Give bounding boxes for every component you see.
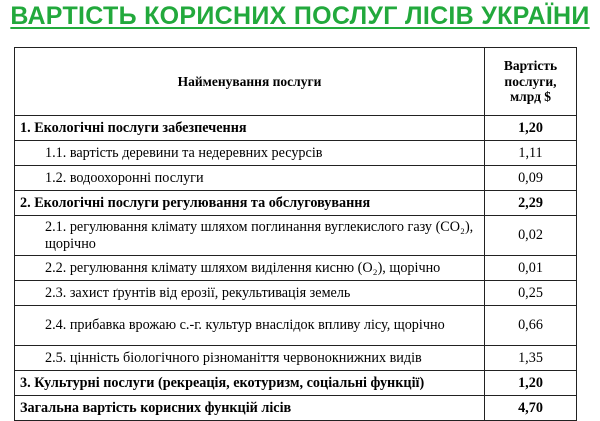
forest-services-table [14,47,577,421]
row-label: 1.1. вартість деревини та недеревних ресурсів [15,141,485,166]
row-label: 1. Екологічні послуги забезпечення [15,116,485,141]
table-row-total [15,396,577,421]
header-name: Найменування послуги [15,48,485,116]
total-label: Загальна вартість корисних функцій лісів [15,396,485,421]
table-row [15,141,577,166]
table-row [15,371,577,396]
row-value: 1,20 [485,116,577,141]
row-value: 1,20 [485,371,577,396]
row-value: 2,29 [485,191,577,216]
row-value: 0,01 [485,256,577,281]
table-row [15,116,577,141]
row-label: 3. Культурні послуги (рекреація, екотуризм, соціальні функції) [15,371,485,396]
page-title: ВАРТІСТЬ КОРИСНИХ ПОСЛУГ ЛІСІВ УКРАЇНИ [10,2,590,30]
table-row [15,306,577,346]
row-label: 2.3. захист ґрунтів від ерозії, рекультивація земель [15,281,485,306]
row-value: 1,11 [485,141,577,166]
table-row [15,346,577,371]
row-label: 2.5. цінність біологічного різноманіття червонокнижних видів [15,346,485,371]
row-label: 2.1. регулювання клімату шляхом поглинання вуглекислого газу (СО₂), щорічно [15,216,485,256]
table-row [15,281,577,306]
row-value: 0,25 [485,281,577,306]
table-row [15,216,577,256]
total-value: 4,70 [485,396,577,421]
row-value: 1,35 [485,346,577,371]
table-header-row [15,48,577,116]
row-label: 2. Екологічні послуги регулювання та обслуговування [15,191,485,216]
row-label: 1.2. водоохоронні послуги [15,166,485,191]
row-label: 2.4. прибавка врожаю с.-г. культур внаслідок впливу лісу, щорічно [15,306,485,346]
table-row [15,256,577,281]
table-row [15,166,577,191]
row-value: 0,02 [485,216,577,256]
row-label: 2.2. регулювання клімату шляхом виділення кисню (О₂), щорічно [15,256,485,281]
table-row [15,191,577,216]
header-value: Вартість послуги, млрд $ [485,48,577,116]
row-value: 0,66 [485,306,577,346]
row-value: 0,09 [485,166,577,191]
